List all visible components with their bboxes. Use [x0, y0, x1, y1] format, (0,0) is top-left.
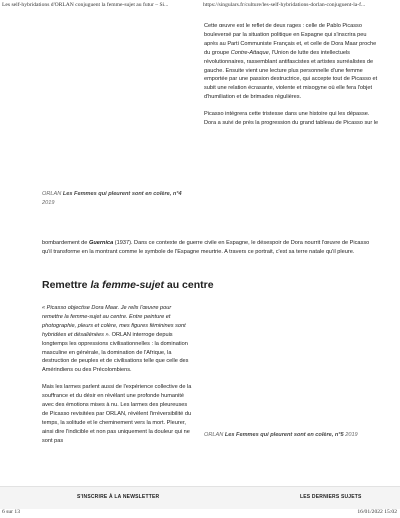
contre-attaque-link: Contre-Attaque: [230, 49, 269, 56]
section-heading: Remettre la femme-sujet au centre: [42, 279, 214, 291]
paragraph-cut-line: cheminement vers la mort. Pleurer, ainsi dire l'indicible et non pas uniquement la douleur qui ne sont pas: [42, 419, 190, 444]
print-footer: [0, 508, 400, 518]
caption-year: 2019: [42, 199, 55, 206]
paragraph-tears: Mais les larmes parlent aussi de l'expérience collective de la souffrance et du désir en révélant une profonde humanité avec des émotions mises à nu. Les larmes des pleureuses de Picasso revisitées par ORLAN, révèlent l'irréversibilité du temps, la solitude et le cheminement vers la mort. Pleurer, ainsi dire l'indicible et non pas uniquement la douleur qui ne sont pas: [42, 384, 192, 444]
caption-year: 2019: [345, 432, 358, 438]
print-header-url: https://singulars.fr/culture/les-self-hybridations-dorlan-conjuguent-la-f...: [203, 2, 366, 8]
guernica-title: Guernica: [88, 240, 114, 246]
article-left-column: [42, 304, 192, 454]
sticky-bottom-bar: [0, 486, 400, 509]
print-header: [0, 0, 400, 12]
caption-artist: ORLAN: [204, 432, 224, 438]
caption-artist: ORLAN: [42, 191, 62, 197]
caption-title: Les Femmes qui pleurent sont en colère, n°5: [224, 432, 344, 438]
paragraph-two-rages: Cette œuvre est le reflet de deux rages : celle de Pablo Picasso bouleversé par la situation politique en Espagne qui s'inscrira peu après au Parti Communiste Français et, et celle de Dora Maar proche du groupe Contre-Attaque, l'Union de lutte des intellectuels révolutionnaires, rassemblant antifascistes et artistes surréalistes de gauche. Ensuite vient une lecture plus personnelle d'une femme emportée par une passion destructrice, qui accepte tout de Picasso et subit une relation écrasante, violente et misogyne où elle fera l'objet d'humiliation et de brimades régulières.: [204, 23, 378, 101]
print-header-title: Les self-hybridations d'ORLAN conjuguent la femme-sujet au futur – Si...: [2, 2, 169, 8]
image-caption-4: [42, 190, 192, 208]
article-right-column: [204, 22, 380, 136]
latest-topics-link[interactable]: LES DERNIERS SUJETS: [300, 494, 362, 500]
image-caption-5: [204, 431, 380, 440]
paragraph-orlan-quote: « Picasso objectise Dora Maar. Je relis l'œuvre pour remettre la femme-sujet au centre. Entre peinture et photographie, pleurs et colère, mes figures féminines sont hybridées et désaliénées ». ORLAN interroge depuis longtemps les oppressions civilisationnelles : la domination masculine en générale, la domination de l'Afrique, la destruction de peuples et de civilisations telle que celle des Amérindiens ou des Précolombiens.: [42, 305, 189, 374]
page-number: 6 sur 13: [2, 509, 21, 515]
newsletter-link[interactable]: S'INSCRIRE À LA NEWSLETTER: [77, 494, 160, 500]
paragraph-picasso-sadness: Picasso intégrera cette tristesse dans une histoire qui les dépasse. Dora a suivi de près la progression du grand tableau de Picasso sur le: [204, 111, 379, 127]
print-datetime: 16/01/2022 15:02: [357, 509, 397, 515]
paragraph-guernica: bombardement de Guernica (1937). Dans ce contexte de guerre civile en Espagne, le désespoir de Dora nourrit l'œuvre de Picasso qu'il transforme en la montrant comme le symbole de l'Espagne meurtrie. A travers ce portrait, c'est sa terre natale qu'il pleure.: [42, 240, 370, 255]
caption-title: Les Femmes qui pleurent sont en colère, n°4: [62, 191, 182, 197]
orlan-quote: « Picasso objectise Dora Maar. Je relis l'œuvre pour remettre la femme-sujet au centre. Entre peinture et photographie, pleurs et colère, mes figures féminines sont hybridées et désaliénées ».: [42, 305, 186, 338]
